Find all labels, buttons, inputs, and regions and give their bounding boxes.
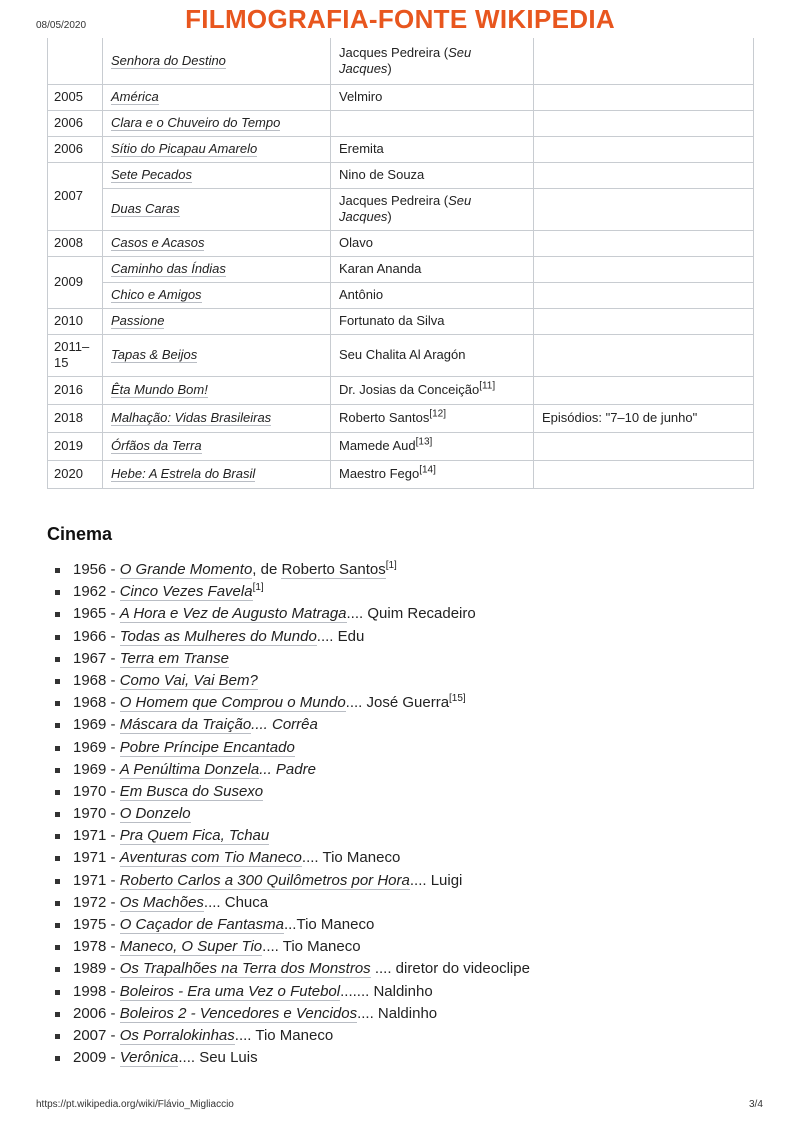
film-year: 1969 (73, 760, 107, 778)
film-year: 1968 (73, 671, 107, 689)
separator: - (106, 782, 120, 800)
film-title-link[interactable]: Boleiros 2 - Vencedores e Vencidos (119, 1004, 358, 1022)
title-cell (103, 188, 331, 230)
separator: - (106, 827, 120, 845)
title-link[interactable]: Casos e Acasos (111, 235, 205, 250)
bullet-icon (55, 723, 60, 728)
film-role: .... Tio Maneco (301, 849, 401, 867)
film-role: .... Seu Luis (178, 1049, 258, 1067)
bullet-icon (55, 879, 60, 884)
reference-link[interactable]: [14] (419, 464, 436, 476)
list-item (55, 1025, 530, 1047)
film-title-link[interactable]: Os Machões (119, 893, 204, 911)
list-item (55, 781, 530, 803)
film-role: .... diretor do videoclipe (370, 960, 530, 978)
film-role: .... Luigi (409, 871, 463, 889)
list-item (55, 626, 530, 648)
table-row (48, 404, 754, 432)
separator: - (106, 805, 120, 823)
title-link[interactable]: Êta Mundo Bom! (111, 382, 208, 397)
title-cell (103, 282, 331, 308)
list-item (55, 803, 530, 825)
film-year: 1998 (73, 982, 107, 1000)
table-row (48, 230, 754, 256)
title-cell (103, 110, 331, 136)
film-year: 1978 (73, 938, 107, 956)
film-year: 1968 (73, 694, 107, 712)
film-role: .... Corrêa (251, 716, 318, 734)
television-table (47, 38, 754, 489)
bullet-icon (55, 635, 60, 640)
table-row (48, 110, 754, 136)
film-title-link[interactable]: Verônica (119, 1049, 179, 1067)
film-year: 1969 (73, 738, 107, 756)
film-role: ... Padre (259, 760, 316, 778)
page-banner-title: FILMOGRAFIA-FONTE WIKIPEDIA (185, 4, 615, 34)
list-item (55, 670, 530, 692)
year-cell: 2006 (48, 110, 103, 136)
title-cell (103, 432, 331, 460)
film-title-link[interactable]: Maneco, O Super Tio (119, 938, 263, 956)
bullet-icon (55, 790, 60, 795)
separator: - (106, 849, 120, 867)
year-cell: 2020 (48, 460, 103, 488)
film-title-link[interactable]: Aventuras com Tio Maneco (119, 849, 302, 867)
bullet-icon (55, 812, 60, 817)
notes-cell (534, 282, 754, 308)
notes-cell (534, 84, 754, 110)
year-cell: 2016 (48, 376, 103, 404)
year-cell: 2010 (48, 308, 103, 334)
title-link[interactable]: Órfãos da Terra (111, 438, 202, 453)
bullet-icon (55, 834, 60, 839)
film-role: .... Naldinho (357, 1004, 438, 1022)
list-item (55, 759, 530, 781)
title-cell (103, 256, 331, 282)
title-link[interactable]: Passione (111, 313, 165, 328)
year-cell: 2006 (48, 136, 103, 162)
film-title-link[interactable]: O Grande Momento (119, 561, 253, 578)
film-year: 1956 (73, 561, 107, 578)
film-title-link[interactable]: Roberto Carlos a 300 Quilômetros por Hora (119, 871, 410, 889)
role-cell: Maestro Fego[14] (331, 460, 534, 488)
title-cell (103, 230, 331, 256)
notes-cell (534, 460, 754, 488)
list-item (55, 714, 530, 736)
notes-cell (534, 376, 754, 404)
film-title-link[interactable]: Terra em Transe (119, 649, 229, 667)
notes-cell (534, 230, 754, 256)
bullet-icon (55, 1034, 60, 1039)
notes-cell (534, 110, 754, 136)
year-cell: 2007 (48, 162, 103, 230)
bullet-icon (55, 856, 60, 861)
title-link[interactable]: Clara e o Chuveiro do Tempo (111, 115, 281, 130)
list-item (55, 825, 530, 847)
film-year: 1970 (73, 782, 107, 800)
separator: - (106, 583, 120, 601)
table-row (48, 162, 754, 188)
film-title-link[interactable]: Pra Quem Fica, Tchau (119, 827, 270, 845)
separator: - (106, 1004, 120, 1022)
table-row (48, 334, 754, 376)
reference-link[interactable]: [11] (479, 380, 496, 392)
title-link[interactable]: Sítio do Picapau Amarelo (111, 141, 258, 156)
print-date: 08/05/2020 (36, 20, 87, 31)
reference-link[interactable]: [1] (252, 582, 264, 594)
list-item (55, 870, 530, 892)
table-row (48, 376, 754, 404)
role-cell: Olavo (331, 230, 534, 256)
separator: - (106, 893, 120, 911)
year-cell: 2018 (48, 404, 103, 432)
list-item (55, 603, 530, 625)
title-link[interactable]: Senhora do Destino (111, 52, 226, 68)
title-link[interactable]: Sete Pecados (111, 167, 192, 182)
notes-cell (534, 308, 754, 334)
separator: - (106, 694, 120, 712)
title-cell (103, 376, 331, 404)
film-year: 1972 (73, 893, 107, 911)
film-year: 1975 (73, 916, 107, 933)
list-item (55, 1003, 530, 1025)
bullet-icon (55, 679, 60, 684)
film-year: 2009 (73, 1049, 107, 1067)
film-title-link[interactable]: Cinco Vezes Favela (119, 583, 253, 601)
bullet-icon (55, 1056, 60, 1061)
title-link[interactable]: Malhação: Vidas Brasileiras (111, 410, 272, 425)
separator: - (106, 1049, 120, 1067)
film-year: 1970 (73, 805, 107, 823)
film-year: 1966 (73, 627, 107, 645)
year-cell (48, 38, 103, 84)
title-cell (103, 162, 331, 188)
film-year: 2006 (73, 1004, 107, 1022)
bullet-icon (55, 945, 60, 950)
title-link[interactable]: América (111, 89, 159, 104)
role-cell: Eremita (331, 136, 534, 162)
separator: - (106, 960, 120, 978)
year-cell: 2008 (48, 230, 103, 256)
title-cell (103, 84, 331, 110)
film-title-link[interactable]: A Hora e Vez de Augusto Matraga (119, 605, 347, 623)
film-title-link[interactable]: Máscara da Traição (119, 716, 252, 734)
title-link[interactable]: Duas Caras (111, 201, 180, 216)
separator: - (106, 938, 120, 956)
separator: - (106, 1026, 120, 1044)
title-cell (103, 38, 331, 84)
reference-link[interactable]: [13] (415, 436, 433, 448)
list-item (55, 581, 530, 603)
bullet-icon (55, 990, 60, 995)
bullet-icon (55, 923, 60, 928)
film-title-link[interactable]: Os Porralokinhas (119, 1026, 235, 1044)
film-role: , de (252, 561, 282, 578)
film-title-link[interactable]: Pobre Príncipe Encantado (119, 738, 295, 756)
role-cell: Jacques Pedreira (Seu Jacques) (331, 38, 534, 84)
bullet-icon (55, 568, 60, 573)
bullet-icon (55, 967, 60, 972)
separator: - (106, 916, 120, 933)
film-title-link[interactable]: O Caçador de Fantasma (119, 916, 284, 933)
separator: - (106, 716, 120, 734)
table-row (48, 38, 754, 84)
film-title-link[interactable]: Como Vai, Vai Bem? (119, 671, 258, 689)
list-item (55, 958, 530, 980)
table-row (48, 188, 754, 230)
bullet-icon (55, 901, 60, 906)
film-role: .... José Guerra (345, 694, 450, 712)
role-cell: Antônio (331, 282, 534, 308)
notes-cell (534, 162, 754, 188)
separator: - (106, 605, 120, 623)
film-role: .... Quim Recadeiro (346, 605, 476, 623)
table-row (48, 432, 754, 460)
title-link[interactable]: Hebe: A Estrela do Brasil (111, 466, 256, 481)
role-cell: Roberto Santos[12] (331, 404, 534, 432)
film-year: 2007 (73, 1026, 107, 1044)
table-row (48, 308, 754, 334)
film-title-link[interactable]: Todas as Mulheres do Mundo (119, 627, 317, 645)
film-year: 1965 (73, 605, 107, 623)
cinema-heading: Cinema (47, 524, 113, 544)
table-row (48, 256, 754, 282)
notes-cell (534, 136, 754, 162)
year-cell: 2019 (48, 432, 103, 460)
separator: - (106, 561, 120, 578)
film-role: .... Chuca (203, 893, 269, 911)
bullet-icon (55, 657, 60, 662)
separator: - (106, 871, 120, 889)
notes-cell (534, 432, 754, 460)
director-link[interactable]: Roberto Santos (281, 561, 386, 578)
film-year: 1967 (73, 649, 107, 667)
bullet-icon (55, 768, 60, 773)
film-year: 1971 (73, 827, 107, 845)
film-role: .... Tio Maneco (234, 1026, 334, 1044)
footer-url: https://pt.wikipedia.org/wiki/Flávio_Migliaccio (36, 1099, 234, 1110)
film-year: 1969 (73, 716, 107, 734)
title-cell (103, 460, 331, 488)
film-year: 1989 (73, 960, 107, 978)
table-row (48, 282, 754, 308)
film-year: 1971 (73, 849, 107, 867)
film-title-link[interactable]: Em Busca do Susexo (119, 782, 264, 800)
title-link[interactable]: Chico e Amigos (111, 287, 202, 302)
list-item (55, 648, 530, 670)
role-cell: Karan Ananda (331, 256, 534, 282)
film-title-link[interactable]: Os Trapalhões na Terra dos Monstros (119, 960, 371, 978)
separator: - (106, 649, 120, 667)
list-item (55, 914, 530, 936)
bullet-icon (55, 746, 60, 751)
film-title-link[interactable]: Boleiros - Era uma Vez o Futebol (119, 982, 341, 1000)
list-item (55, 981, 530, 1003)
list-item (55, 936, 530, 958)
role-cell: Mamede Aud[13] (331, 432, 534, 460)
cinema-film-list (55, 559, 530, 1069)
year-cell: 2005 (48, 84, 103, 110)
table-row (48, 460, 754, 488)
title-link[interactable]: Tapas & Beijos (111, 347, 198, 362)
title-cell (103, 308, 331, 334)
list-item (55, 692, 530, 714)
reference-link[interactable]: [12] (429, 408, 447, 420)
bullet-icon (55, 590, 60, 595)
role-cell: Velmiro (331, 84, 534, 110)
table-row (48, 84, 754, 110)
notes-cell: Episódios: "7–10 de junho" (534, 404, 754, 432)
notes-cell (534, 188, 754, 230)
film-title-link[interactable]: O Donzelo (119, 805, 191, 823)
footer-page-number: 3/4 (749, 1099, 763, 1110)
role-cell (331, 110, 534, 136)
title-cell (103, 136, 331, 162)
film-role: .... Edu (316, 627, 365, 645)
title-link[interactable]: Caminho das Índias (111, 261, 226, 276)
separator: - (106, 982, 120, 1000)
film-role: .... Tio Maneco (262, 938, 361, 956)
notes-cell (534, 256, 754, 282)
table-row (48, 136, 754, 162)
role-cell: Jacques Pedreira (Seu Jacques) (331, 188, 534, 230)
list-item (55, 847, 530, 869)
separator: - (106, 671, 120, 689)
title-cell (103, 404, 331, 432)
reference-link[interactable]: [1] (385, 560, 397, 571)
bullet-icon (55, 701, 60, 706)
film-title-link[interactable]: O Homem que Comprou o Mundo (119, 694, 346, 712)
notes-cell (534, 38, 754, 84)
separator: - (106, 760, 120, 778)
bullet-icon (55, 612, 60, 617)
list-item (55, 559, 530, 581)
role-cell: Nino de Souza (331, 162, 534, 188)
role-cell: Seu Chalita Al Aragón (331, 334, 534, 376)
list-item (55, 1047, 530, 1069)
film-year: 1962 (73, 583, 107, 601)
role-cell: Fortunato da Silva (331, 308, 534, 334)
list-item (55, 737, 530, 759)
film-role: ...Tio Maneco (283, 916, 375, 933)
film-title-link[interactable]: A Penúltima Donzela (119, 760, 260, 778)
list-item (55, 892, 530, 914)
film-role: ....... Naldinho (340, 982, 433, 1000)
notes-cell (534, 334, 754, 376)
separator: - (106, 627, 120, 645)
bullet-icon (55, 1012, 60, 1017)
separator: - (106, 738, 120, 756)
role-cell: Dr. Josias da Conceição[11] (331, 376, 534, 404)
year-cell: 2009 (48, 256, 103, 308)
year-cell: 2011–15 (48, 334, 103, 376)
reference-link[interactable]: [15] (449, 693, 466, 705)
title-cell (103, 334, 331, 376)
film-year: 1971 (73, 871, 107, 889)
